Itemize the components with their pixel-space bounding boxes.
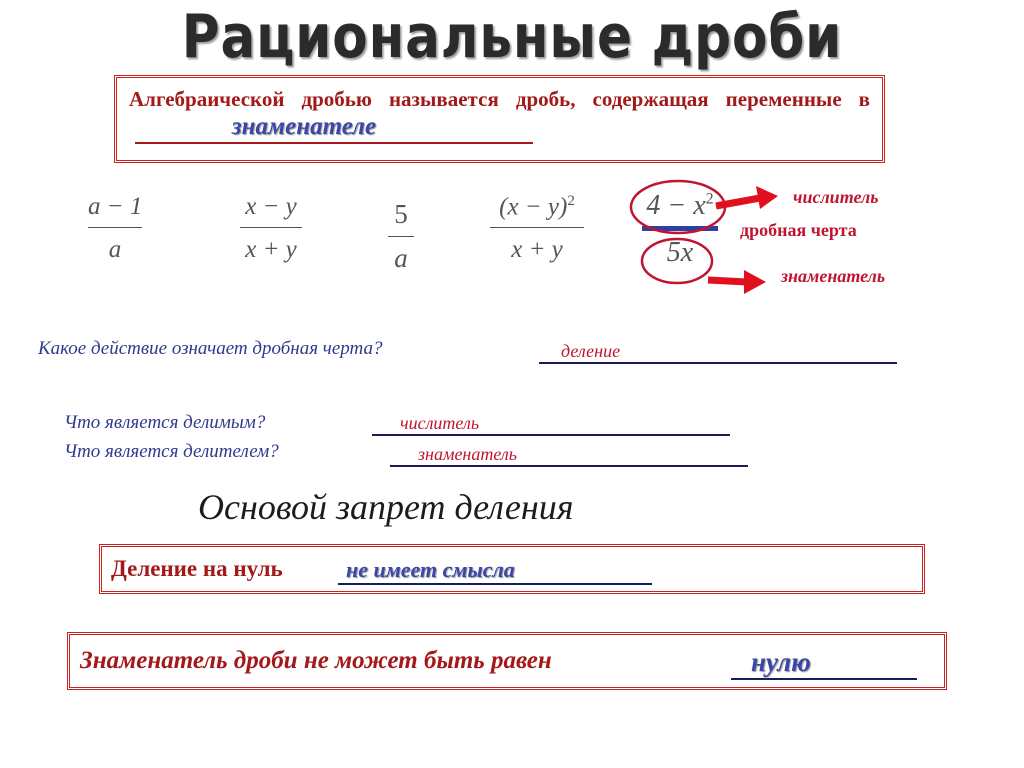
fraction-3-denominator: a bbox=[394, 243, 408, 273]
bar-label: дробная черта bbox=[740, 220, 857, 240]
fraction-4-numerator: (x − y) bbox=[499, 193, 568, 221]
denominator-circle bbox=[642, 239, 712, 283]
fraction-3-numerator: 5 bbox=[394, 199, 408, 229]
answer-divisor-line[interactable] bbox=[390, 443, 748, 467]
denominator-arrow bbox=[708, 270, 766, 294]
definition-answer: знаменателе bbox=[231, 113, 377, 140]
fraction-1-numerator: a − 1 bbox=[88, 193, 143, 220]
denominator-label: знаменатель bbox=[781, 266, 886, 286]
fraction-2-numerator: x − y bbox=[245, 193, 297, 220]
numerator-arrow bbox=[716, 186, 778, 209]
fraction-1-denominator: a bbox=[108, 236, 122, 263]
answer-dividend: числитель bbox=[400, 413, 480, 433]
question-bar-meaning: Какое действие означает дробная черта? bbox=[38, 338, 383, 359]
numerator-circle bbox=[631, 181, 725, 233]
question-dividend: Что является делимым? bbox=[64, 412, 266, 433]
numerator-label: числитель bbox=[793, 187, 879, 207]
rule1-answer-line[interactable] bbox=[338, 557, 652, 585]
fraction-5-denominator: 5x bbox=[666, 237, 694, 268]
rule2-answer-line[interactable] bbox=[731, 647, 917, 680]
answer-divisor: знаменатель bbox=[418, 444, 517, 464]
fraction-4-exponent: 2 bbox=[567, 193, 575, 209]
question-divisor: Что является делителем? bbox=[64, 441, 279, 462]
rule2-text: Знаменатель дроби не может быть равен bbox=[80, 647, 552, 674]
definition-statement: Алгебраической дробью называется дробь, содержащая переменные в bbox=[129, 87, 870, 111]
fraction-4-denominator: x + y bbox=[511, 236, 563, 264]
answer-bar-meaning-line[interactable] bbox=[539, 340, 897, 364]
rule1-text: Деление на нуль bbox=[111, 556, 283, 581]
answer-bar-meaning: деление bbox=[561, 341, 621, 361]
slide-title: Рациональные дроби bbox=[181, 2, 843, 72]
rule1-answer: не имеет смысла bbox=[346, 557, 515, 582]
basis-heading: Основой запрет деления bbox=[198, 487, 574, 527]
fraction-5-exponent: 2 bbox=[705, 190, 714, 208]
fraction-2-denominator: x + y bbox=[245, 236, 297, 263]
fraction-5-numerator: 4 − x bbox=[646, 190, 706, 221]
rule2-answer: нулю bbox=[751, 647, 811, 677]
answer-dividend-line[interactable] bbox=[372, 412, 730, 436]
